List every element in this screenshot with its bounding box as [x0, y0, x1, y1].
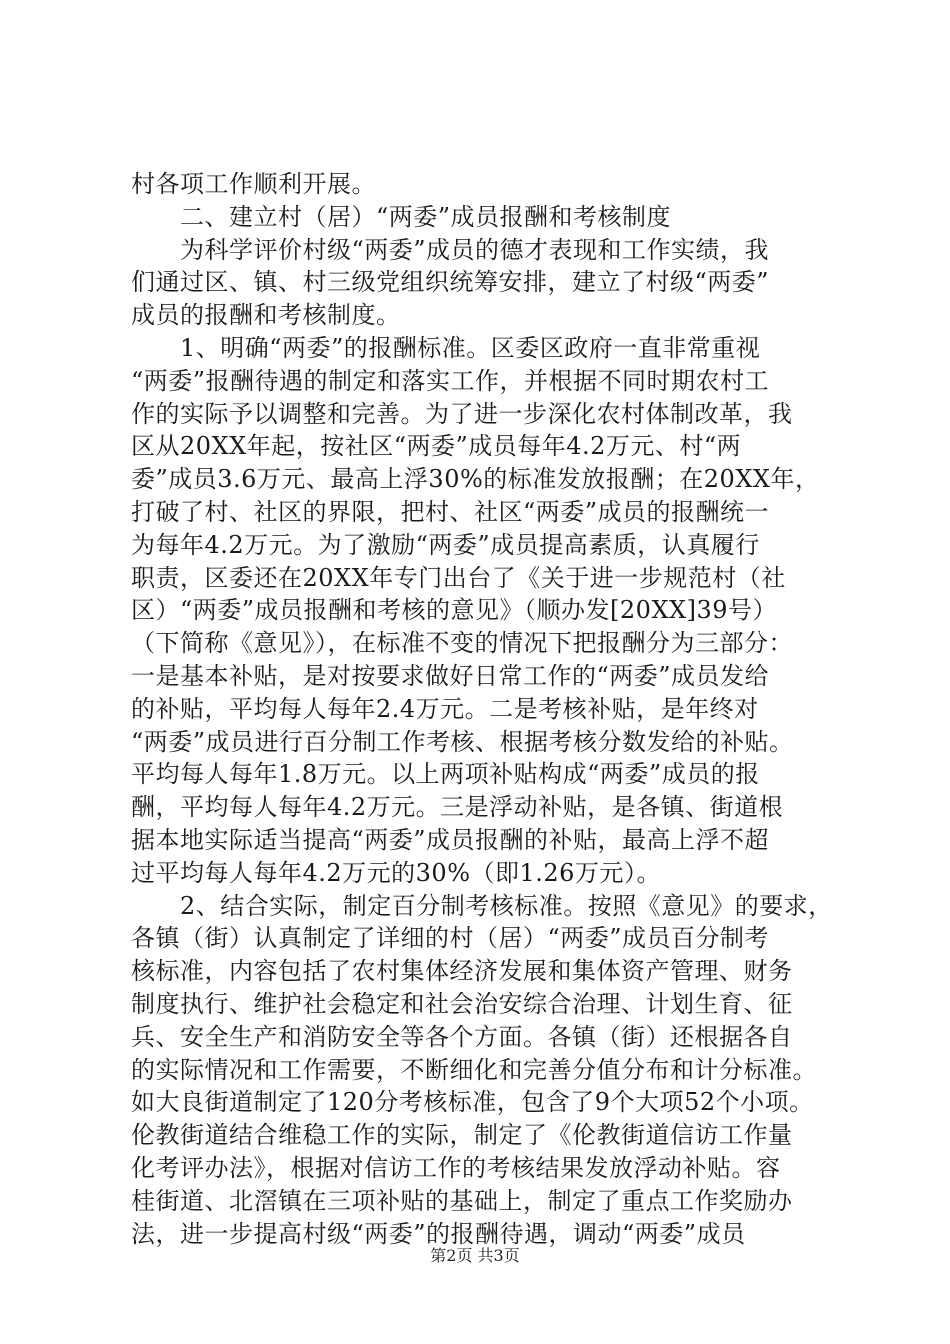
text-line: 区从20XX年起，按社区“两委”成员每年4.2万元、村“两	[131, 432, 742, 461]
text-line: 伦教街道结合维稳工作的实际，制定了《伦教街道信访工作量	[131, 1121, 793, 1150]
text-line: 各镇（街）认真制定了详细的村（居）“两委”成员百分制考	[131, 924, 770, 953]
text-line: 成员的报酬和考核制度。	[131, 301, 401, 330]
text-line: 们通过区、镇、村三级党组织统筹安排，建立了村级“两委”	[131, 268, 770, 297]
text-line: 桂街道、北滘镇在三项补贴的基础上，制定了重点工作奖励办	[131, 1186, 793, 1215]
text-line: 法，进一步提高村级“两委”的报酬待遇，调动“两委”成员	[131, 1219, 746, 1248]
text-line: 的补贴，平均每人每年2.4万元。二是考核补贴，是年终对	[131, 694, 759, 723]
text-line: “两委”报酬待遇的制定和落实工作，并根据不同时期农村工	[131, 366, 770, 395]
text-line: 如大良街道制定了120分考核标准，包含了9个大项52个小项。	[131, 1088, 814, 1117]
text-line: 村各项工作顺利开展。	[131, 170, 376, 198]
text-line: 为每年4.2万元。为了激励“两委”成员提高素质，认真履行	[131, 530, 760, 559]
text-line: 一是基本补贴，是对按要求做好日常工作的“两委”成员发给	[131, 661, 770, 690]
text-line: 作的实际予以调整和完善。为了进一步深化农村体制改革，我	[131, 399, 793, 428]
section-heading: 二、建立村（居）“两委”成员报酬和考核制度	[131, 202, 672, 231]
text-line: 职责，区委还在20XX年专门出台了《关于进一步规范村（社	[131, 563, 786, 592]
text-line: 打破了村、社区的界限，把村、社区“两委”成员的报酬统一	[131, 497, 770, 526]
text-line: 平均每人每年1.8万元。以上两项补贴构成“两委”成员的报	[131, 760, 760, 789]
text-line: 过平均每人每年4.2万元的30%（即1.26万元）。	[131, 858, 661, 887]
text-line: 制度执行、维护社会稳定和社会治安综合治理、计划生育、征	[131, 989, 793, 1018]
text-line: 为科学评价村级“两委”成员的德才表现和工作实绩，我	[131, 235, 770, 264]
text-line: “两委”成员进行百分制工作考核、根据考核分数发给的补贴。	[131, 727, 794, 756]
text-line: 化考评办法》，根据对信访工作的考核结果发放浮动补贴。容	[131, 1153, 781, 1182]
body-text	[131, 168, 846, 1250]
text-line: 酬，平均每人每年4.2万元。三是浮动补贴，是各镇、街道根	[131, 793, 784, 822]
text-line: 兵、安全生产和消防安全等各个方面。各镇（街）还根据各自	[131, 1022, 793, 1051]
text-line: 核标准，内容包括了农村集体经济发展和集体资产管理、财务	[131, 957, 793, 986]
text-line: 委”成员3.6万元、最高上浮30%的标准发放报酬；在20XX年，	[131, 465, 820, 494]
text-line: 2、结合实际，制定百分制考核标准。按照《意见》的要求，	[131, 891, 833, 920]
page-number-footer: 第2页 共3页	[430, 1246, 520, 1265]
text-line: 据本地实际适当提高“两委”成员报酬的补贴，最高上浮不超	[131, 825, 770, 854]
text-line: 区）“两委”成员报酬和考核的意见》（顺办发[20XX]39号）	[131, 596, 778, 625]
text-line: （下简称《意见》），在标准不变的情况下把报酬分为三部分：	[131, 629, 793, 658]
text-line: 的实际情况和工作需要，不断细化和完善分值分布和计分标准。	[131, 1055, 817, 1084]
text-line: 1、明确“两委”的报酬标准。区委区政府一直非常重视	[131, 333, 761, 362]
